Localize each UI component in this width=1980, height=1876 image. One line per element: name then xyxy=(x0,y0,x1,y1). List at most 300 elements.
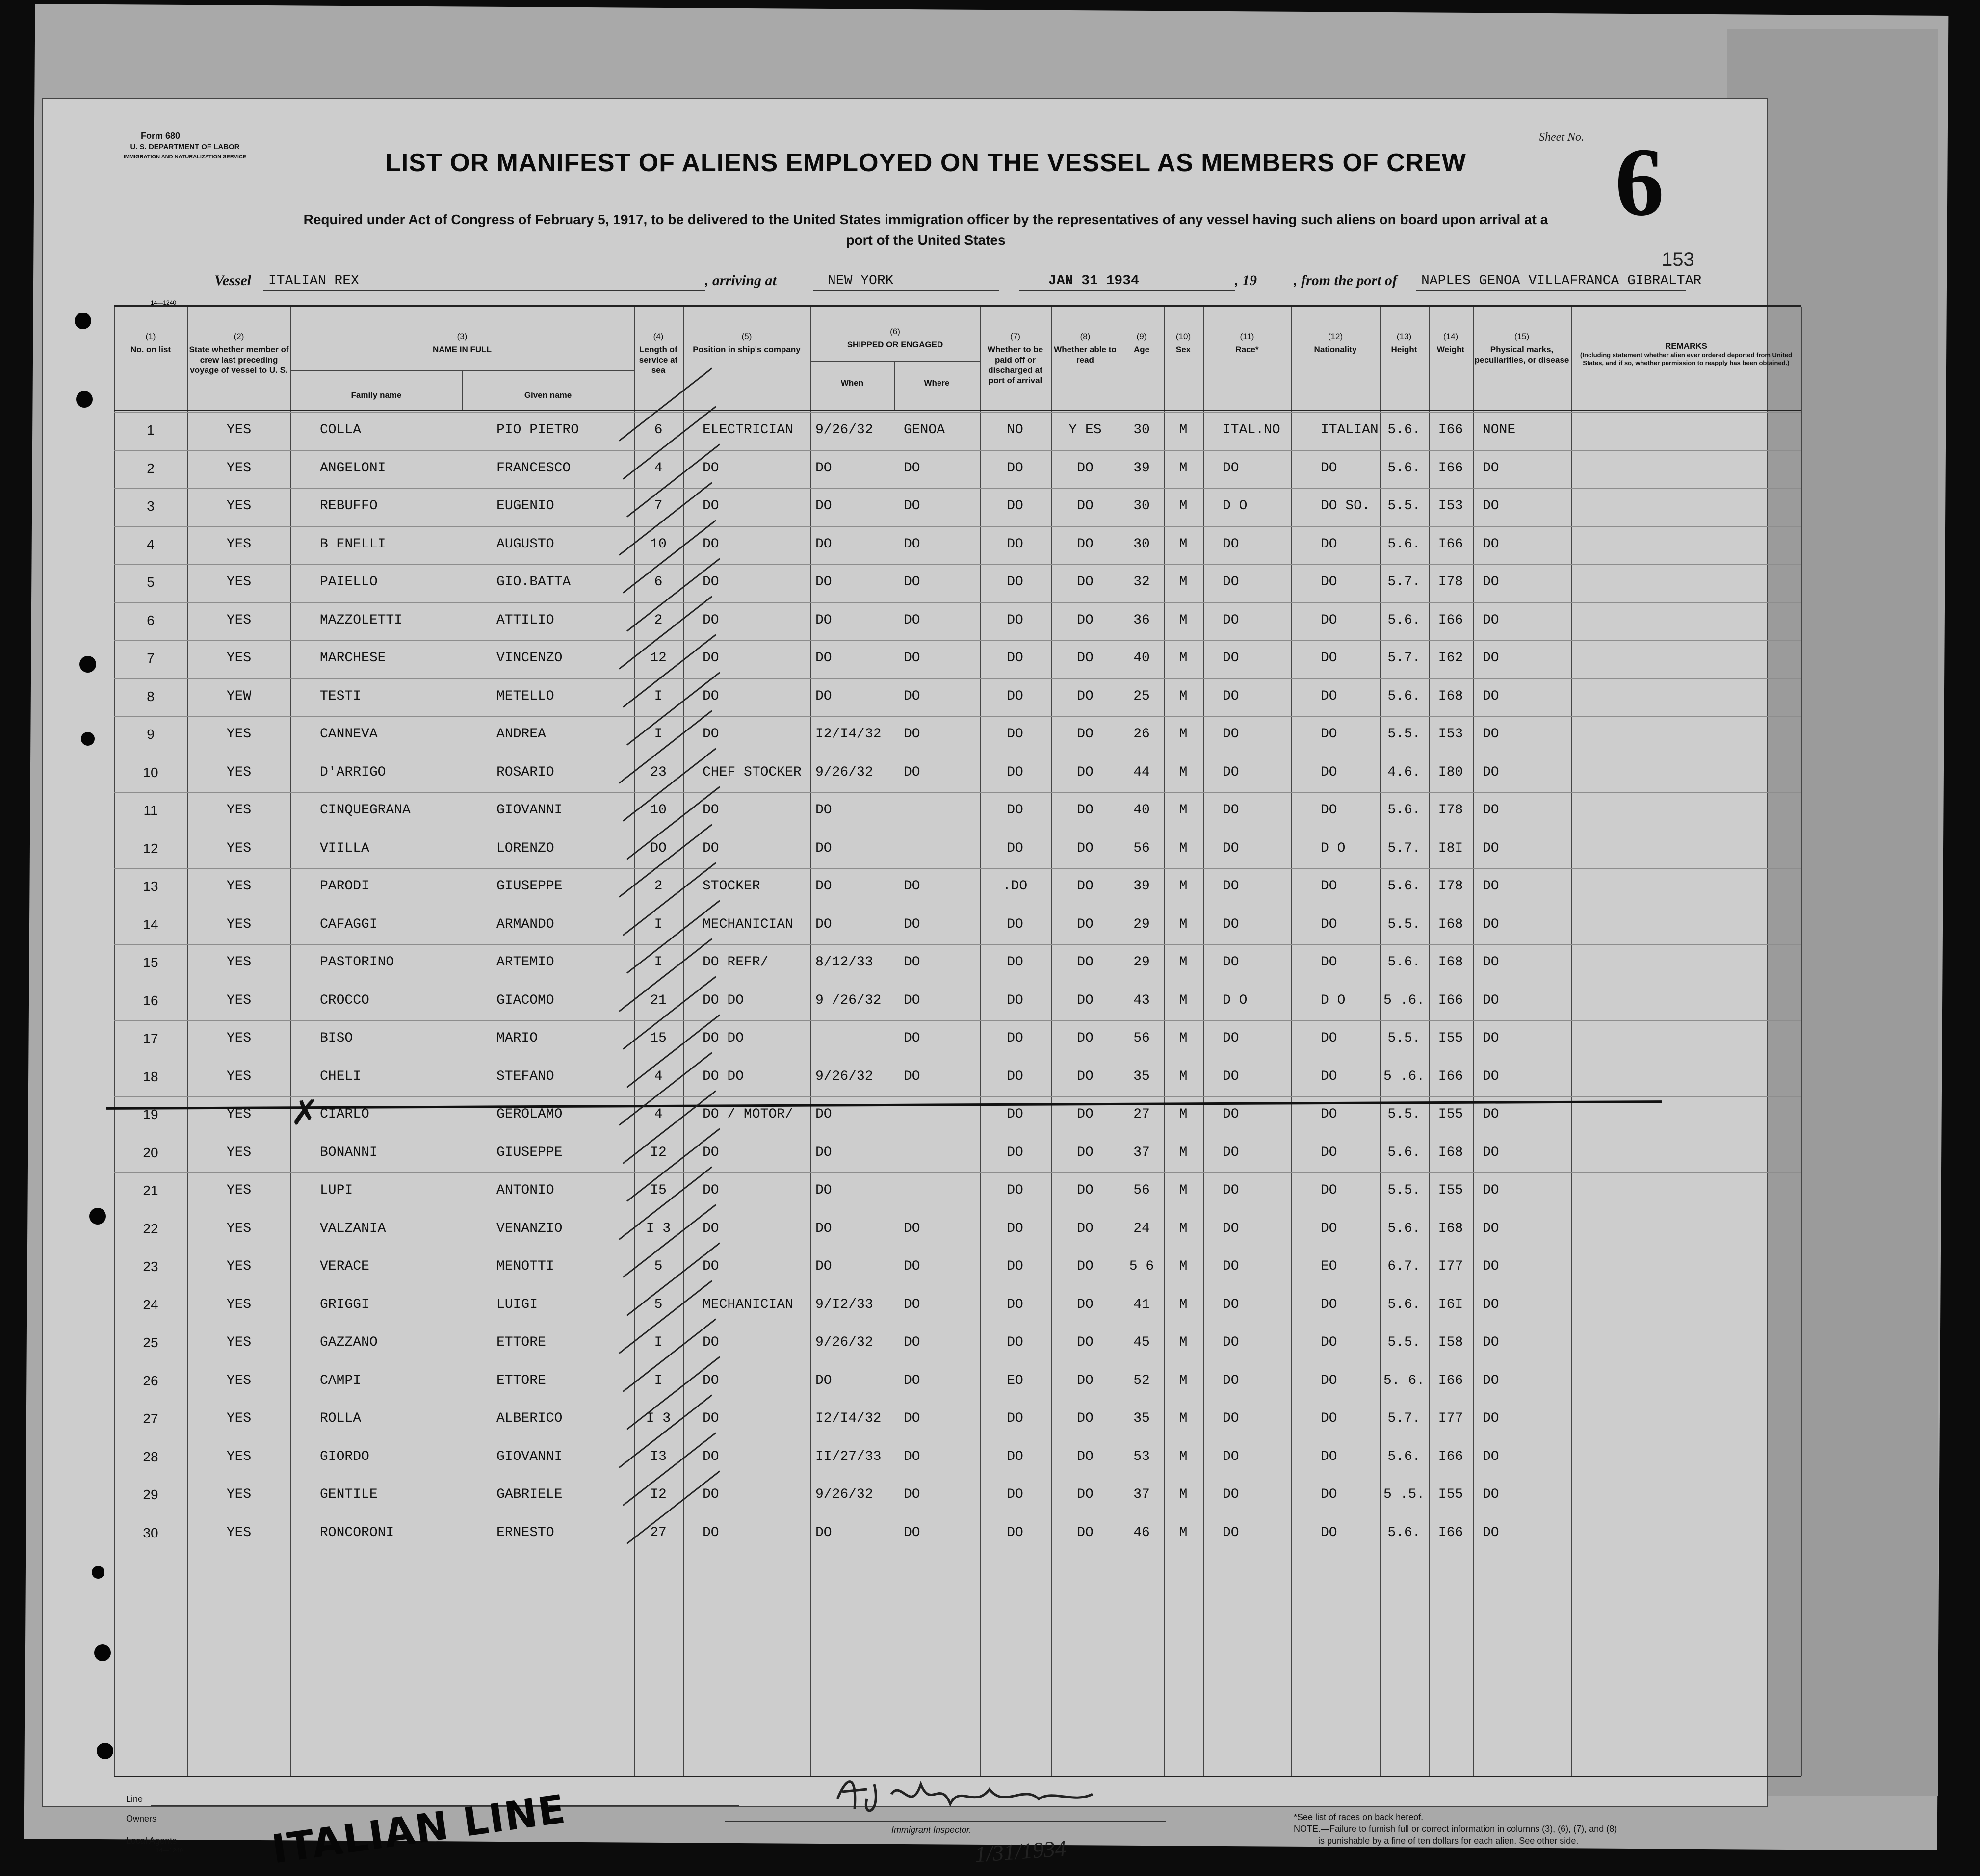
cell-age: 41 xyxy=(1133,1297,1150,1312)
cell-weight: I68 xyxy=(1438,1221,1463,1236)
cell-given: GIOVANNI xyxy=(496,803,563,818)
cell-given: ETTORE xyxy=(496,1373,546,1388)
cell-given: GIUSEPPE xyxy=(496,1145,563,1160)
cell-nat: DO xyxy=(1321,955,1337,970)
cell-service: 10 xyxy=(650,536,667,552)
cell-nat: DO xyxy=(1321,612,1337,628)
cell-service: 12 xyxy=(650,651,667,666)
cell-no: 5 xyxy=(147,574,155,590)
cell-prev: YES xyxy=(226,574,252,590)
table-row xyxy=(114,1449,1801,1487)
cell-height: 5.5. xyxy=(1387,1183,1421,1198)
cell-where: DO xyxy=(904,1373,920,1388)
cell-no: 19 xyxy=(143,1107,158,1122)
cell-sex: M xyxy=(1179,916,1188,932)
cell-service: 5 xyxy=(654,1297,663,1312)
cell-prev: YES xyxy=(226,498,252,514)
cell-age: 30 xyxy=(1133,536,1150,552)
cell-paid: DO xyxy=(1007,612,1023,628)
cell-family: GRIGGI xyxy=(320,1297,369,1312)
cell-height: 5.6. xyxy=(1387,879,1421,894)
cell-when: DO xyxy=(815,1183,832,1198)
cell-position: DO xyxy=(703,1373,719,1388)
table-row xyxy=(114,1106,1801,1145)
cell-prev: YES xyxy=(226,1145,252,1160)
cell-sex: M xyxy=(1179,1183,1188,1198)
cell-sex: M xyxy=(1179,1411,1188,1426)
cell-read: DO xyxy=(1077,612,1094,628)
cell-service: 27 xyxy=(650,1525,667,1540)
cell-paid: DO xyxy=(1007,1107,1023,1122)
cell-where: DO xyxy=(904,1259,920,1274)
table-row xyxy=(114,1258,1801,1297)
cell-race: ITAL.NO xyxy=(1223,422,1280,438)
cell-no: 4 xyxy=(147,536,155,552)
cell-race: DO xyxy=(1223,727,1239,742)
cell-service: DO xyxy=(650,840,667,856)
cell-height: 5.6. xyxy=(1387,536,1421,552)
cell-height: 5.6. xyxy=(1387,1525,1421,1540)
cell-no: 3 xyxy=(147,498,155,514)
cell-no: 15 xyxy=(143,955,158,970)
cell-height: 5.7. xyxy=(1387,1411,1421,1426)
table-row xyxy=(114,1030,1801,1068)
cell-height: 5.5. xyxy=(1387,1335,1421,1350)
cell-age: 56 xyxy=(1133,1183,1150,1198)
cell-race: DO xyxy=(1223,460,1239,476)
cell-service: 6 xyxy=(654,422,663,438)
cell-when: DO xyxy=(815,916,832,932)
table-row xyxy=(114,954,1801,992)
cell-no: 16 xyxy=(143,992,158,1008)
cell-marks: DO xyxy=(1483,764,1499,780)
header-length-of-service: (4) Length of service at sea xyxy=(639,332,678,375)
cell-given: ANDREA xyxy=(496,727,546,742)
cell-marks: DO xyxy=(1483,1449,1499,1464)
cell-race: DO xyxy=(1223,1335,1239,1350)
cell-given: AUGUSTO xyxy=(496,536,554,552)
cell-sex: M xyxy=(1179,1449,1188,1464)
cell-family: VERACE xyxy=(320,1259,369,1274)
cell-paid: DO xyxy=(1007,1297,1023,1312)
cell-family: LUPI xyxy=(320,1183,353,1198)
cell-family: TESTI xyxy=(320,688,362,704)
cell-position: DO DO xyxy=(703,1031,744,1046)
cell-paid: DO xyxy=(1007,727,1023,742)
cell-prev: YES xyxy=(226,1449,252,1464)
cell-marks: DO xyxy=(1483,1487,1499,1502)
vessel-label: Vessel xyxy=(214,272,251,288)
cell-paid: DO xyxy=(1007,1145,1023,1160)
cell-age: 29 xyxy=(1133,916,1150,932)
header-name: (3) NAME IN FULL xyxy=(433,332,492,354)
cell-when: DO xyxy=(815,1145,832,1160)
cell-sex: M xyxy=(1179,498,1188,514)
cell-marks: DO xyxy=(1483,1259,1499,1274)
cell-position: DO xyxy=(703,727,719,742)
cell-given: GIUSEPPE xyxy=(496,879,563,894)
cell-age: 32 xyxy=(1133,574,1150,590)
cell-height: 6.7. xyxy=(1387,1259,1421,1274)
cell-nat: DO xyxy=(1321,1107,1337,1122)
sheet-number: 6 xyxy=(1615,128,1664,236)
cell-paid: DO xyxy=(1007,1487,1023,1502)
cell-read: DO xyxy=(1077,688,1094,704)
table-row xyxy=(114,688,1801,727)
cell-when: 9/26/32 xyxy=(815,422,873,438)
inspector-date: 1/31/1934 xyxy=(974,1835,1068,1867)
cell-read: DO xyxy=(1077,536,1094,552)
cell-race: DO xyxy=(1223,1221,1239,1236)
cell-position: ELECTRICIAN xyxy=(703,422,793,438)
cell-position: DO xyxy=(703,612,719,628)
cell-marks: DO xyxy=(1483,1183,1499,1198)
cell-family: CANNEVA xyxy=(320,727,378,742)
cell-nat: DO xyxy=(1321,1145,1337,1160)
cell-service: 2 xyxy=(654,879,663,894)
cell-race: DO xyxy=(1223,840,1239,856)
cell-no: 25 xyxy=(143,1335,158,1350)
cell-where: DO xyxy=(904,536,920,552)
cell-paid: .DO xyxy=(1002,879,1028,894)
cell-paid: DO xyxy=(1007,1335,1023,1350)
cell-weight: I55 xyxy=(1438,1487,1463,1502)
cell-sex: M xyxy=(1179,536,1188,552)
cell-race: DO xyxy=(1223,1297,1239,1312)
cell-height: 5 .6. xyxy=(1383,992,1425,1008)
cell-marks: DO xyxy=(1483,574,1499,590)
cell-service: 4 xyxy=(654,1068,663,1084)
header-paid-off: (7) Whether to be paid off or discharged at port of arrival xyxy=(987,332,1043,385)
cell-where: DO xyxy=(904,955,920,970)
cell-sex: M xyxy=(1179,1068,1188,1084)
cell-no: 6 xyxy=(147,612,155,628)
cell-given: ARTEMIO xyxy=(496,955,554,970)
table-row xyxy=(114,1525,1801,1563)
cell-where: DO xyxy=(904,1411,920,1426)
cell-where: DO xyxy=(904,879,920,894)
cell-race: DO xyxy=(1223,1107,1239,1122)
cell-position: DO DO xyxy=(703,992,744,1008)
cell-when: 9/I2/33 xyxy=(815,1297,873,1312)
binder-hole xyxy=(94,1644,111,1661)
footnotes xyxy=(1294,1811,1784,1847)
cell-weight: I8I xyxy=(1438,840,1463,856)
cell-no: 21 xyxy=(143,1183,158,1198)
cell-weight: I53 xyxy=(1438,727,1463,742)
cell-nat: DO xyxy=(1321,688,1337,704)
table-row xyxy=(114,802,1801,840)
cell-service: I 3 xyxy=(646,1221,671,1236)
cell-marks: DO xyxy=(1483,1297,1499,1312)
table-row xyxy=(114,878,1801,916)
cell-no: 18 xyxy=(143,1068,158,1084)
cell-prev: YES xyxy=(226,612,252,628)
inspector-label: Immigrant Inspector. xyxy=(891,1825,972,1835)
cell-nat: DO xyxy=(1321,727,1337,742)
cell-read: DO xyxy=(1077,955,1094,970)
cell-when: II/27/33 xyxy=(815,1449,882,1464)
cell-family: CROCCO xyxy=(320,992,369,1008)
cell-read: DO xyxy=(1077,1068,1094,1084)
cell-nat: DO xyxy=(1321,1525,1337,1540)
cell-position: MECHANICIAN xyxy=(703,1297,793,1312)
cell-paid: DO xyxy=(1007,1031,1023,1046)
cell-family: BISO xyxy=(320,1031,353,1046)
cell-family: BONANNI xyxy=(320,1145,378,1160)
cell-height: 5.5. xyxy=(1387,498,1421,514)
cell-prev: YES xyxy=(226,879,252,894)
cell-race: DO xyxy=(1223,1525,1239,1540)
cell-sex: M xyxy=(1179,1487,1188,1502)
cell-no: 29 xyxy=(143,1487,158,1502)
crew-table xyxy=(114,305,1801,1777)
cell-no: 30 xyxy=(143,1525,158,1540)
cell-height: 5 .5. xyxy=(1383,1487,1425,1502)
cell-race: DO xyxy=(1223,803,1239,818)
cell-family: COLLA xyxy=(320,422,362,438)
cell-given: GEROLAMO xyxy=(496,1107,563,1122)
cell-given: GABRIELE xyxy=(496,1487,563,1502)
cell-age: 35 xyxy=(1133,1068,1150,1084)
table-row xyxy=(114,840,1801,879)
cell-where: DO xyxy=(904,1221,920,1236)
cell-weight: I66 xyxy=(1438,1449,1463,1464)
cell-marks: DO xyxy=(1483,498,1499,514)
cell-given: FRANCESCO xyxy=(496,460,571,476)
table-row xyxy=(114,1221,1801,1259)
cell-position: DO xyxy=(703,651,719,666)
cell-nat: D O xyxy=(1321,992,1346,1008)
cell-given: ETTORE xyxy=(496,1335,546,1350)
subtitle-line-1: Required under Act of Congress of February 5, 1917, to be delivered to the United States immigration officer by the representatives of any vessel having such aliens on board upon arrival at a xyxy=(303,212,1548,227)
cell-paid: NO xyxy=(1007,422,1023,438)
cell-prev: YES xyxy=(226,1373,252,1388)
cell-sex: M xyxy=(1179,1335,1188,1350)
cell-position: DO xyxy=(703,1525,719,1540)
cell-read: DO xyxy=(1077,1487,1094,1502)
cell-paid: DO xyxy=(1007,688,1023,704)
cell-height: 5.6. xyxy=(1387,688,1421,704)
cell-weight: I55 xyxy=(1438,1031,1463,1046)
cell-no: 28 xyxy=(143,1449,158,1464)
cell-race: DO xyxy=(1223,536,1239,552)
cell-when: DO xyxy=(815,574,832,590)
cell-family: PAIELLO xyxy=(320,574,378,590)
from-port-label: , from the port of xyxy=(1294,272,1397,288)
cell-where: DO xyxy=(904,1031,920,1046)
cell-given: ATTILIO xyxy=(496,612,554,628)
cell-age: 56 xyxy=(1133,840,1150,856)
cell-height: 5.7. xyxy=(1387,574,1421,590)
header-physical-marks: (15) Physical marks, peculiarities, or disease xyxy=(1474,332,1569,365)
cell-prev: YES xyxy=(226,1259,252,1274)
cell-given: ANTONIO xyxy=(496,1183,554,1198)
cell-where: DO xyxy=(904,1449,920,1464)
cell-height: 5.5. xyxy=(1387,1031,1421,1046)
cell-nat: DO xyxy=(1321,916,1337,932)
cell-read: DO xyxy=(1077,498,1094,514)
cell-race: DO xyxy=(1223,879,1239,894)
header-previous-voyage: (2) State whether member of crew last preceding voyage of vessel to U. S. xyxy=(189,332,289,375)
cell-nat: DO xyxy=(1321,1297,1337,1312)
cell-marks: DO xyxy=(1483,536,1499,552)
cell-position: DO xyxy=(703,1259,719,1274)
cell-prev: YES xyxy=(226,727,252,742)
cell-sex: M xyxy=(1179,840,1188,856)
cell-position: DO xyxy=(703,1145,719,1160)
cell-position: DO xyxy=(703,803,719,818)
cell-position: DO DO xyxy=(703,1068,744,1084)
cell-prev: YES xyxy=(226,1525,252,1540)
cell-height: 5.5. xyxy=(1387,1107,1421,1122)
cell-weight: I58 xyxy=(1438,1335,1463,1350)
page-subtitle xyxy=(97,209,1755,251)
cell-family: CIARLO xyxy=(320,1107,369,1122)
cell-race: DO xyxy=(1223,1183,1239,1198)
table-row xyxy=(114,574,1801,612)
cell-age: 30 xyxy=(1133,498,1150,514)
cell-service: I xyxy=(654,688,663,704)
cell-race: DO xyxy=(1223,612,1239,628)
cell-age: 35 xyxy=(1133,1411,1150,1426)
cell-race: DO xyxy=(1223,1449,1239,1464)
cell-position: DO xyxy=(703,1221,719,1236)
cell-nat: DO xyxy=(1321,1068,1337,1084)
header-sex: (10) Sex xyxy=(1175,332,1191,354)
cell-age: 46 xyxy=(1133,1525,1150,1540)
cell-where: DO xyxy=(904,498,920,514)
header-remarks: REMARKS (Including statement whether alien ever ordered deported from United States, and if so, whether permission to reapply has been obtained.) xyxy=(1580,341,1792,366)
owners-label: Owners xyxy=(126,1814,157,1824)
cell-given: ERNESTO xyxy=(496,1525,554,1540)
vessel-line-code: 14—1240 xyxy=(151,299,177,306)
cell-read: DO xyxy=(1077,992,1094,1008)
cell-height: 5.6. xyxy=(1387,612,1421,628)
cell-given: VENANZIO xyxy=(496,1221,563,1236)
page-title: LIST OR MANIFEST OF ALIENS EMPLOYED ON THE VESSEL AS MEMBERS OF CREW xyxy=(385,149,1466,177)
cell-no: 2 xyxy=(147,460,155,476)
department-line-2: IMMIGRATION AND NATURALIZATION SERVICE xyxy=(123,154,247,160)
cell-when: 9/26/32 xyxy=(815,764,873,780)
cell-prev: YES xyxy=(226,992,252,1008)
cell-weight: I78 xyxy=(1438,803,1463,818)
cell-prev: YES xyxy=(226,803,252,818)
cell-where: DO xyxy=(904,1297,920,1312)
cell-no: 9 xyxy=(147,727,155,742)
cell-marks: DO xyxy=(1483,992,1499,1008)
cell-marks: DO xyxy=(1483,1145,1499,1160)
cell-where: DO xyxy=(904,1487,920,1502)
cell-no: 22 xyxy=(143,1221,158,1236)
cell-marks: DO xyxy=(1483,688,1499,704)
table-row xyxy=(114,1486,1801,1525)
cell-weight: I68 xyxy=(1438,688,1463,704)
cell-prev: YES xyxy=(226,840,252,856)
cell-height: 5.7. xyxy=(1387,840,1421,856)
cell-service: I5 xyxy=(650,1183,667,1198)
cell-given: LORENZO xyxy=(496,840,554,856)
cell-height: 5.7. xyxy=(1387,651,1421,666)
cell-given: STEFANO xyxy=(496,1068,554,1084)
cell-paid: DO xyxy=(1007,955,1023,970)
cell-marks: DO xyxy=(1483,879,1499,894)
cell-given: MENOTTI xyxy=(496,1259,554,1274)
cell-read: DO xyxy=(1077,1259,1094,1274)
table-row xyxy=(114,1373,1801,1411)
cell-read: DO xyxy=(1077,1335,1094,1350)
binder-hole xyxy=(76,391,93,408)
cell-read: DO xyxy=(1077,1107,1094,1122)
header-nationality: (12) Nationality xyxy=(1314,332,1357,354)
cell-paid: DO xyxy=(1007,992,1023,1008)
cell-height: 5.6. xyxy=(1387,460,1421,476)
cell-age: 5 6 xyxy=(1129,1259,1154,1274)
cell-marks: NONE xyxy=(1483,422,1516,438)
binder-hole xyxy=(92,1566,104,1579)
cell-sex: M xyxy=(1179,1297,1188,1312)
cell-nat: DO xyxy=(1321,1411,1337,1426)
cell-given: ALBERICO xyxy=(496,1411,563,1426)
cell-service: 23 xyxy=(650,764,667,780)
table-row xyxy=(114,1410,1801,1449)
cell-where: GENOA xyxy=(904,422,945,438)
cell-position: DO xyxy=(703,1183,719,1198)
departure-ports-value: NAPLES GENOA VILLAFRANCA GIBRALTAR xyxy=(1421,273,1702,288)
cell-paid: EO xyxy=(1007,1373,1023,1388)
cell-marks: DO xyxy=(1483,916,1499,932)
table-row xyxy=(114,460,1801,498)
cell-weight: I66 xyxy=(1438,612,1463,628)
cell-read: DO xyxy=(1077,1183,1094,1198)
cell-paid: DO xyxy=(1007,498,1023,514)
cell-no: 14 xyxy=(143,916,158,932)
cell-when: DO xyxy=(815,1525,832,1540)
cell-family: CHELI xyxy=(320,1068,362,1084)
cell-where: DO xyxy=(904,1068,920,1084)
cell-height: 5.6. xyxy=(1387,1221,1421,1236)
cell-age: 25 xyxy=(1133,688,1150,704)
cell-no: 13 xyxy=(143,879,158,894)
cell-marks: DO xyxy=(1483,955,1499,970)
cell-when: 8/12/33 xyxy=(815,955,873,970)
cell-age: 52 xyxy=(1133,1373,1150,1388)
cell-weight: I66 xyxy=(1438,1373,1463,1388)
cell-where: DO xyxy=(904,574,920,590)
cell-prev: YES xyxy=(226,1297,252,1312)
cell-nat: DO xyxy=(1321,574,1337,590)
cell-sex: M xyxy=(1179,651,1188,666)
footnote-penalty-2: is punishable by a fine of ten dollars for each alien. See other side. xyxy=(1318,1836,1579,1846)
header-family-name: Family name xyxy=(351,391,402,400)
cell-no: 7 xyxy=(147,651,155,666)
cell-paid: DO xyxy=(1007,840,1023,856)
cell-no: 1 xyxy=(147,422,155,438)
cell-sex: M xyxy=(1179,574,1188,590)
cell-nat: DO xyxy=(1321,803,1337,818)
cell-height: 5.6. xyxy=(1387,803,1421,818)
cell-paid: DO xyxy=(1007,1259,1023,1274)
cell-sex: M xyxy=(1179,612,1188,628)
footnote-races: *See list of races on back hereof. xyxy=(1294,1812,1424,1822)
cell-age: 36 xyxy=(1133,612,1150,628)
cell-family: CAMPI xyxy=(320,1373,362,1388)
cell-family: D'ARRIGO xyxy=(320,764,386,780)
cell-given: VINCENZO xyxy=(496,651,563,666)
cell-prev: YES xyxy=(226,536,252,552)
cell-marks: DO xyxy=(1483,840,1499,856)
cell-given: EUGENIO xyxy=(496,498,554,514)
